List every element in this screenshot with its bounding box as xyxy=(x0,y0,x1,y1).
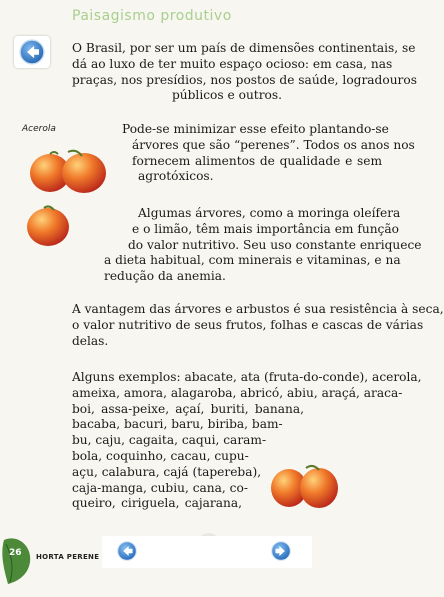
text-line: árvores que são “perenes”. Todos os anos nos xyxy=(132,137,415,152)
next-page-button[interactable] xyxy=(270,540,292,562)
page-number: 26 xyxy=(9,548,22,558)
text-line: agrotóxicos. xyxy=(138,169,214,184)
paragraph-nutrition xyxy=(102,206,422,285)
right-arrow-circle-icon xyxy=(270,540,292,562)
text-line: Algumas árvores, como a moringa oleífera xyxy=(138,206,401,220)
page-navigation xyxy=(102,536,312,568)
paragraph-advantages xyxy=(72,302,444,349)
text-line: e o limão, têm mais importância em função xyxy=(132,221,399,236)
text-line: boi, assa-peixe, açaí, buriti, banana, xyxy=(72,401,304,416)
brand-logo-text: HORTA PERENE xyxy=(36,553,100,561)
text-line: Pode-se minimizar esse efeito plantando-se xyxy=(122,122,389,136)
text-line: dá ao luxo de ter muito espaço ocioso: em casa, nas xyxy=(72,56,393,71)
paragraph-perennial xyxy=(122,122,415,185)
previous-page-button[interactable] xyxy=(116,540,138,562)
text-line: redução da anemia. xyxy=(104,269,226,284)
text-line: O Brasil, por ser um país de dimensões continentais, se xyxy=(72,41,416,55)
text-line: fornecem alimentos de qualidade e sem xyxy=(132,153,382,168)
acerola-fruit-icon xyxy=(24,202,72,248)
text-line: o valor nutritivo de seus frutos, folhas e cascas de várias xyxy=(72,317,424,332)
text-line: A vantagem das árvores e arbustos é sua resistência à seca, xyxy=(72,302,444,316)
text-line: caja-manga, cubiu, cana, co- xyxy=(72,480,248,495)
text-line: bu, caju, cagaita, caqui, caram- xyxy=(72,433,267,448)
left-arrow-circle-icon xyxy=(18,38,46,66)
text-line: Alguns exemplos: abacate, ata (fruta-do-conde), acerola, xyxy=(72,370,422,384)
text-line: praças, nos presídios, nos postos de saúde, logradouros xyxy=(72,72,417,87)
text-line: ameixa, amora, alagaroba, abricó, abiu, araçá, araca- xyxy=(72,385,403,400)
text-line: bola, coquinho, cacau, cupu- xyxy=(72,448,249,463)
text-line: açu, calabura, cajá (tapereba), xyxy=(72,464,262,479)
page-title: Paisagismo produtivo xyxy=(72,8,232,24)
illustration-label: Acerola xyxy=(22,124,56,134)
left-arrow-circle-icon xyxy=(116,540,138,562)
text-line: bacaba, bacuri, baru, biriba, bam- xyxy=(72,417,283,432)
text-line: a dieta habitual, com minerais e vitaminas, e na xyxy=(104,253,401,268)
leaf-icon xyxy=(0,530,34,586)
text-line: públicos e outros. xyxy=(171,88,282,103)
acerola-fruit-icon xyxy=(270,460,340,510)
text-line: do valor nutritivo. Seu uso constante enriquece xyxy=(128,237,422,252)
text-line: delas. xyxy=(72,333,109,348)
back-button[interactable] xyxy=(14,36,50,68)
paragraph-intro xyxy=(72,41,417,104)
text-line: queiro, ciriguela, cajarana, xyxy=(72,496,242,511)
acerola-fruit-icon xyxy=(28,146,110,196)
